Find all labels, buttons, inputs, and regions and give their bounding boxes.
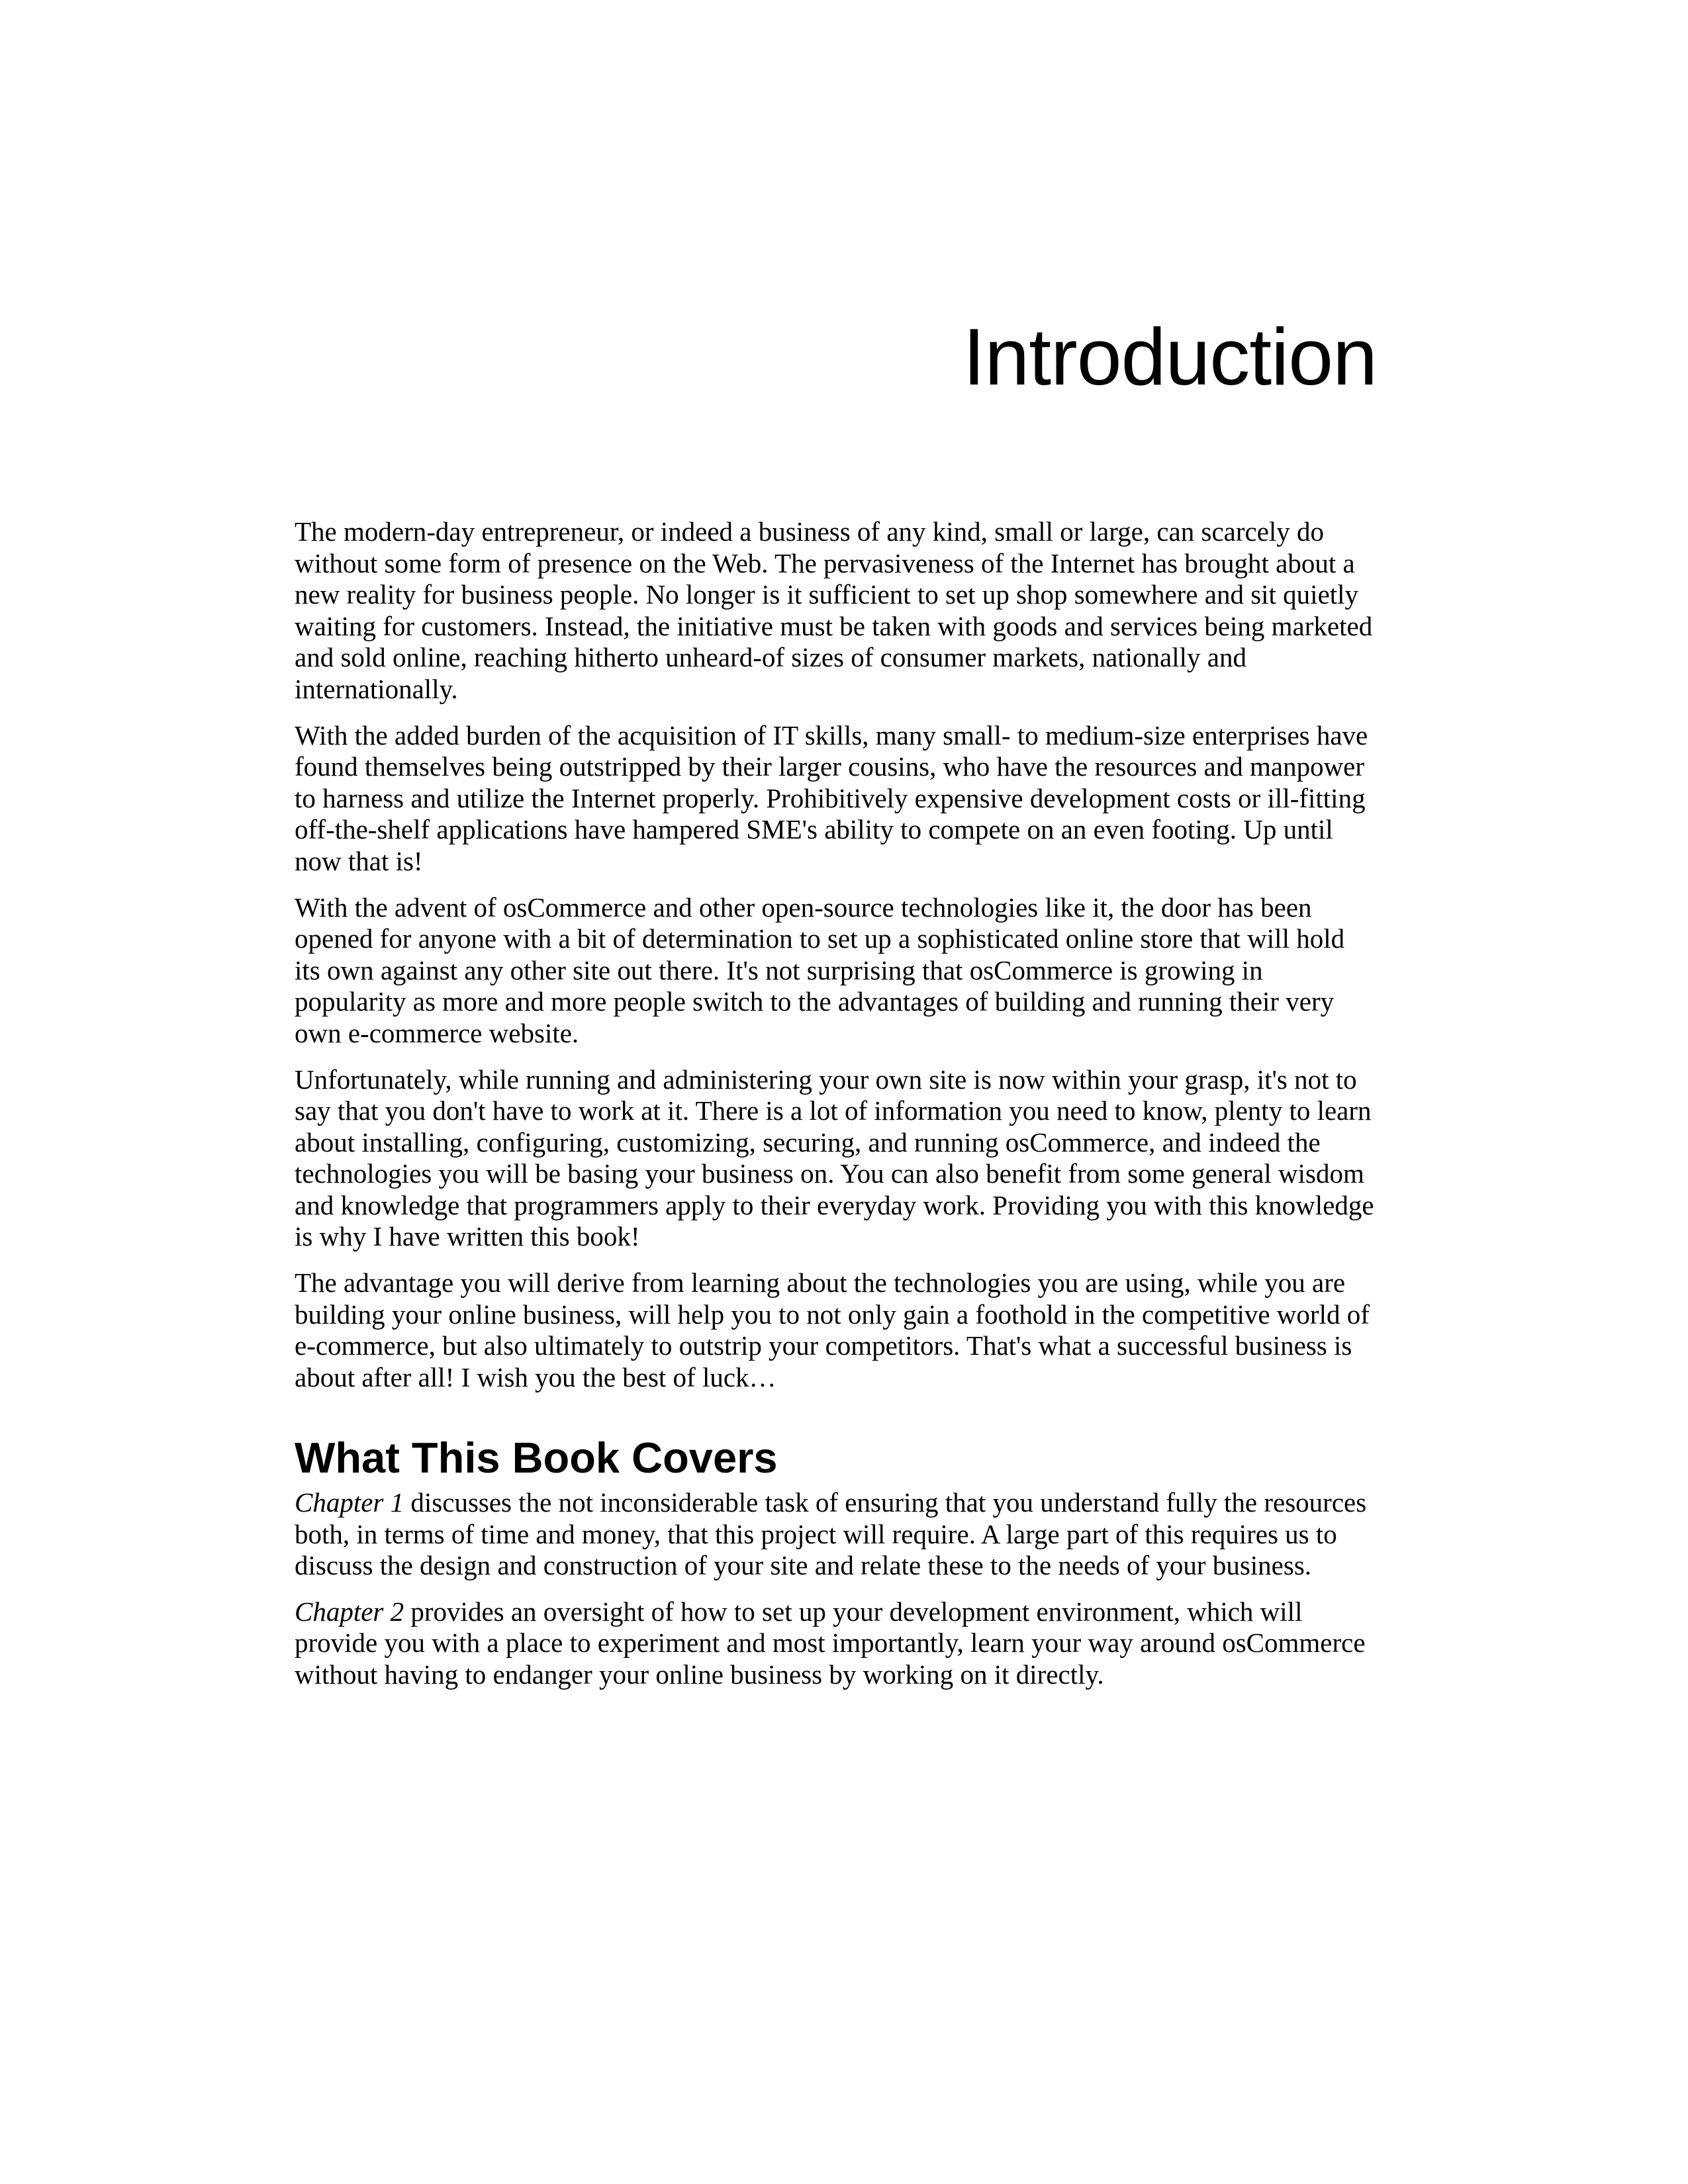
chapter-reference: Chapter 2 bbox=[295, 1596, 404, 1627]
intro-paragraph: With the added burden of the acquisition of IT skills, many small- to medium-size enterprises have found themselves being outstripped by their larger cousins, who have the resources and manpower to harness and utilize the Internet properly. Prohibitively expensive development costs or ill-fitting off-the-shelf applications have hampered SME's ability to compete on an even footing. Up until now that is! bbox=[295, 719, 1368, 876]
intro-paragraph: The advantage you will derive from learning about the technologies you are using, while you are building your online business, will help you to not only gain a foothold in the competitive world of e-commerce, but also ultimately to outstrip your competitors. That's what a successful business is about after all! I wish you the best of luck… bbox=[295, 1267, 1370, 1392]
chapter-reference: Chapter 1 bbox=[295, 1486, 404, 1518]
chapter-summary-paragraph bbox=[295, 1487, 1377, 1582]
chapter-title: Introduction bbox=[962, 312, 1377, 402]
intro-paragraph: The modern-day entrepreneur, or indeed a business of any kind, small or large, can scarcely do without some form of presence on the Web. The pervasiveness of the Internet has brought about a new reality for business people. No longer is it sufficient to set up shop somewhere and sit quietly waiting for customers. Instead, the initiative must be taken with goods and services being marketed and sold online, reaching hitherto unheard-of sizes of consumer markets, nationally and internationally. bbox=[295, 516, 1373, 704]
intro-paragraph: With the advent of osCommerce and other open-source technologies like it, the door has been opened for anyone with a bit of determination to set up a sophisticated online store that will hold its own against any other site out there. It's not surprising that osCommerce is growing in popularity as more and more people switch to the advantages of building and running their very own e-commerce website. bbox=[295, 891, 1345, 1048]
chapter-summary-text: discusses the not inconsiderable task of ensuring that you understand fully the resources both, in terms of time and money, that this project will require. A large part of this requires us to discuss the design and construction of your site and relate these to the needs of your business. bbox=[295, 1486, 1367, 1581]
page-body bbox=[295, 516, 1377, 1706]
section-heading: What This Book Covers bbox=[295, 1433, 778, 1482]
intro-paragraph: Unfortunately, while running and administering your own site is now within your grasp, it's not to say that you don't have to work at it. There is a lot of information you need to know, plenty to learn about installing, configuring, customizing, securing, and running osCommerce, and indeed the technologies you will be basing your business on. You can also benefit from some general wisdom and knowledge that programmers apply to their everyday work. Providing you with this knowledge is why I have written this book! bbox=[295, 1064, 1374, 1252]
chapter-summary-text: provides an oversight of how to set up your development environment, which will provide you with a place to experiment and most importantly, learn your way around osCommerce without having to endanger your online business by working on it directly. bbox=[295, 1596, 1366, 1690]
chapter-summary-paragraph bbox=[295, 1596, 1377, 1691]
